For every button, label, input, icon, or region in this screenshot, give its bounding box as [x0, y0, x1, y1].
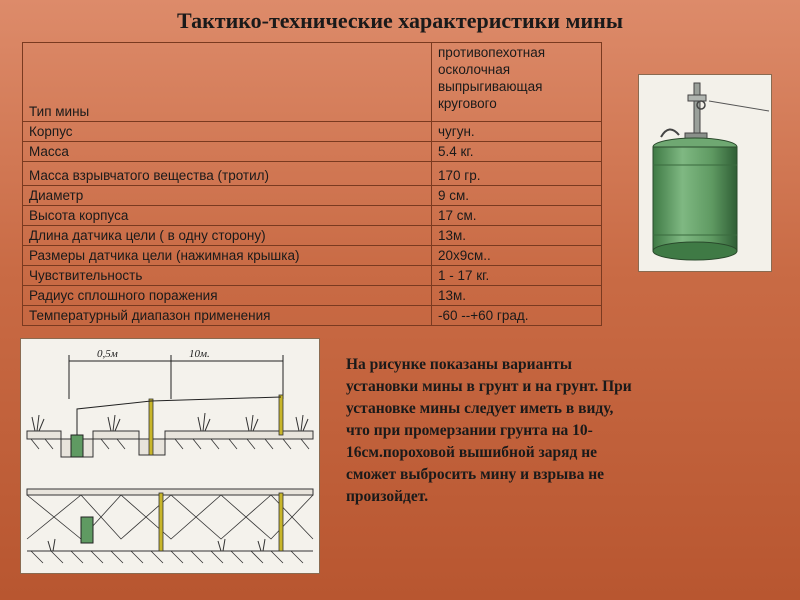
table-row [23, 206, 602, 226]
spec-value: 20х9см.. [432, 246, 602, 266]
installation-drawing [21, 339, 319, 573]
table-row [23, 162, 602, 186]
surface-mine [81, 517, 93, 543]
dimension-label-1: 0,5м [97, 348, 118, 360]
spec-label: Чувствительность [23, 266, 432, 286]
table-row [23, 286, 602, 306]
spec-value: противопехотная осколочная выпрыгивающая кругового [432, 43, 602, 122]
stake [279, 493, 283, 551]
spec-value: 13м. [432, 226, 602, 246]
grass-upper [32, 413, 308, 431]
stake [279, 395, 283, 435]
tripwire-upper [77, 397, 281, 435]
table-row [23, 306, 602, 326]
spec-value: чугун. [432, 122, 602, 142]
dimension-label-2: 10м. [189, 348, 210, 360]
table-row [23, 226, 602, 246]
spec-value: 170 гр. [432, 162, 602, 186]
spec-label: Тип мины [23, 43, 432, 122]
installation-diagram [20, 338, 320, 574]
spec-label: Масса взрывчатого вещества (тротил) [23, 162, 432, 186]
table-row [23, 142, 602, 162]
spec-label: Радиус сплошного поражения [23, 286, 432, 306]
mine-drawing [639, 75, 771, 271]
fuse-clamp [688, 95, 706, 101]
spec-value: 5.4 кг. [432, 142, 602, 162]
spec-label: Высота корпуса [23, 206, 432, 226]
spec-value: 17 см. [432, 206, 602, 226]
table-row [23, 43, 602, 122]
table-row [23, 186, 602, 206]
table-row [23, 122, 602, 142]
ground-hatch-lower [31, 551, 303, 563]
page-title: Тактико-технические характеристики мины [176, 8, 623, 33]
description-text: На рисунке показаны варианты установки мины в грунт и на грунт. При установке мины следует иметь в виду, что при промерзании грунта на 10-16см.пороховой вышибной заряд не сможет выбросить мину и взрыва не произойдет. [346, 356, 632, 505]
stake [159, 493, 163, 551]
mine-handle [661, 129, 679, 137]
table-row [23, 246, 602, 266]
mine-illustration [638, 74, 772, 272]
table-row [23, 266, 602, 286]
spec-label: Размеры датчика цели (нажимная крышка) [23, 246, 432, 266]
spec-label: Температурный диапазон применения [23, 306, 432, 326]
spec-value: 13м. [432, 286, 602, 306]
specs-table [22, 42, 602, 326]
spec-value: -60 --+60 град. [432, 306, 602, 326]
tripwire-line [709, 101, 769, 111]
wire-net-lower [27, 495, 313, 539]
spec-label: Корпус [23, 122, 432, 142]
buried-mine [71, 435, 83, 457]
spec-label: Масса [23, 142, 432, 162]
spec-label: Диаметр [23, 186, 432, 206]
stake [149, 399, 153, 455]
spec-value: 9 см. [432, 186, 602, 206]
spec-value: 1 - 17 кг. [432, 266, 602, 286]
spec-label: Длина датчика цели ( в одну сторону) [23, 226, 432, 246]
